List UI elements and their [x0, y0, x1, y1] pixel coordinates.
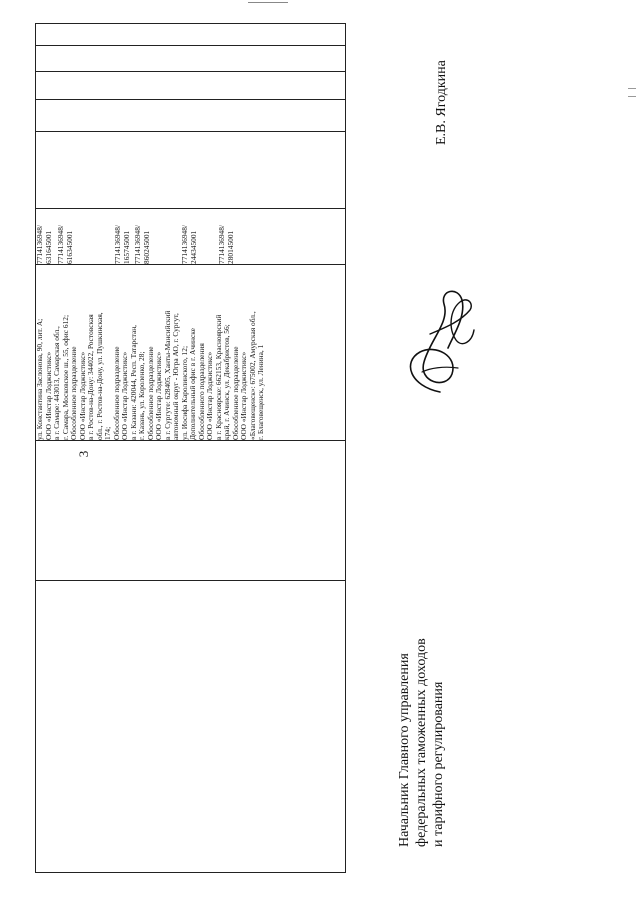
address-line: обл., г. Ростов-на-Дону, ул. Пушкинская, [94, 312, 104, 440]
address-line: г. Благовещенск, ул. Ленина, 1 [256, 344, 266, 440]
signatory-name: Е.В. Ягодкина [434, 60, 449, 145]
address-line: в г. Самаре: 443013, Самарская обл., [52, 326, 62, 440]
table-cell-empty [36, 581, 346, 873]
inn-kpp-value: 7714136948/ 631645001 [35, 224, 53, 264]
registry-table [35, 24, 346, 873]
address-line: Обособленное подразделение [145, 346, 155, 440]
page-number: 3 [76, 450, 91, 458]
address-line: Обособленное подразделение [230, 346, 240, 440]
address-line: Обособленного подразделения [196, 343, 206, 440]
handwritten-signature [400, 282, 480, 400]
address-line: Обособленное подразделение [111, 346, 121, 440]
address-line: ООО «Инстар Лоджистикс» [77, 351, 87, 440]
table-cell-empty [36, 100, 346, 132]
address-line: г. Самара, Московское ш., 55, офис 612; [60, 314, 70, 440]
edge-scan-mark [628, 96, 636, 97]
address-line: в г. Ростов-на-Дону: 344022, Ростовская [86, 314, 96, 440]
address-line: ООО «Инстар Лоджистикс» [120, 351, 130, 440]
address-line: Дополнительный офис в г. Ачинске [188, 328, 198, 440]
address-line: в г. Красноярске: 662153, Красноярский [213, 314, 223, 440]
address-line: в г. Казани: 420044, Респ. Татарстан, [128, 324, 138, 440]
inn-kpp-value: 7714136948/ 280145001 [217, 224, 235, 264]
address-line: край, г. Ачинск, ул. Декабристов, 56; [222, 324, 232, 440]
signatory-title-line: и тарифного регулирования [431, 681, 446, 847]
edge-scan-mark [628, 88, 636, 89]
inn-kpp-value: 7714136948/ 860245001 [133, 224, 151, 264]
table-cell-empty [36, 132, 346, 209]
address-line: ул. Иосифа Каролинского, 12; [179, 346, 189, 440]
address-line: в г. Сургуте: 628405, Ханты-Мансийский [162, 310, 172, 440]
address-line: ул. Константина Заслонова, 90, лит. А; [35, 318, 44, 440]
signatory-title-line: федеральных таможенных доходов [414, 638, 429, 847]
signatory-title [396, 597, 452, 847]
table-cell-empty [36, 441, 346, 581]
address-line: Обособленное подразделение [69, 346, 79, 440]
inn-kpp-cell [36, 209, 346, 265]
inn-kpp-value: 7714136948/ 616345001 [56, 224, 74, 264]
address-line: 174; [103, 426, 113, 440]
inn-kpp-value: 7714136948/ 244345001 [180, 224, 198, 264]
address-line: «Благовещенск»: 675002, Амурская обл., [247, 311, 257, 440]
address-line: автономный округ - Югра АО, г. Сургут, [171, 313, 181, 440]
address-line: г. Казань, ул. Короленко, 28; [137, 351, 147, 440]
table-cell-empty [36, 72, 346, 100]
signatory-title-line: Начальник Главного управления [397, 653, 412, 847]
address-line: ООО «Инстар Лоджистикс» [205, 351, 215, 440]
address-line: ООО «Инстар Лоджистикс» [239, 351, 249, 440]
inn-kpp-value: 7714136948/ 165745001 [113, 224, 131, 264]
address-line: ООО «Инстар Лоджистикс» [154, 351, 164, 440]
table-cell-empty [36, 24, 346, 46]
address-line: ООО «Инстар Лоджистикс» [43, 351, 53, 440]
top-scan-mark [248, 2, 288, 3]
table-cell-empty [36, 46, 346, 72]
address-cell [36, 265, 346, 441]
